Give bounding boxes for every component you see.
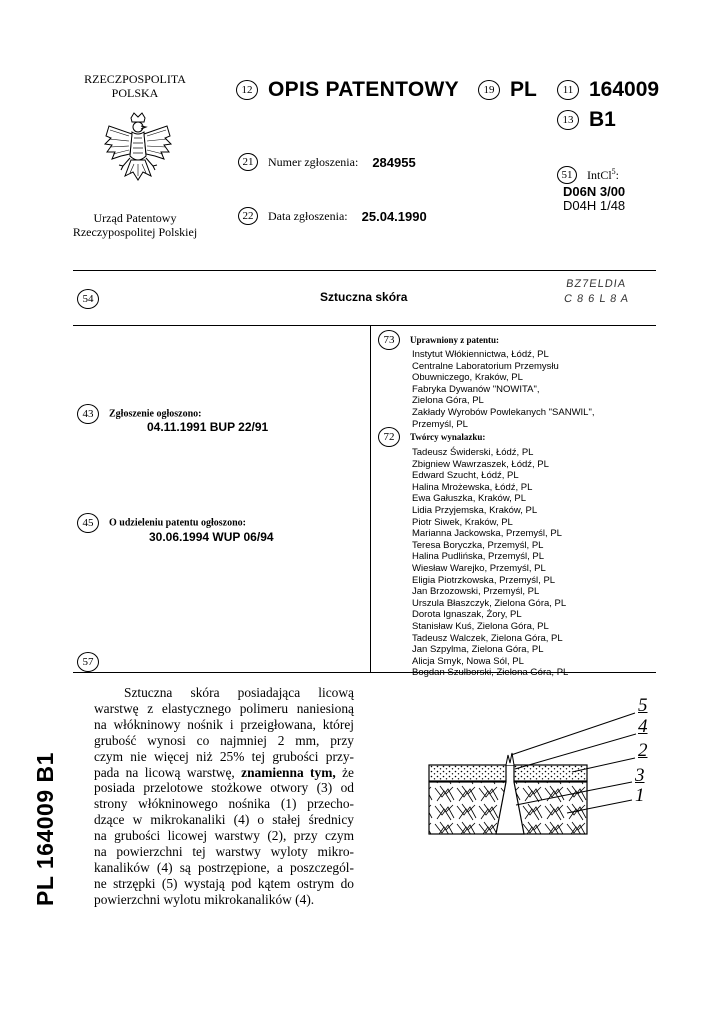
abstract-code <box>77 652 105 672</box>
abstract-line: Sztuczna skóra posiadająca licową <box>124 685 354 700</box>
abstract-line: na włókninowy nośnik i przeigłowana, której <box>94 716 354 732</box>
holders-label: Uprawniony z patentu: <box>410 335 500 345</box>
stamp-line-2: C 8 6 L 8 A <box>563 293 630 305</box>
characterizing-phrase: znamienna tym, <box>241 764 336 780</box>
country-code-row <box>478 78 537 102</box>
inid-code-13: 13 <box>557 110 579 130</box>
holders-heading <box>378 330 499 350</box>
abstract-line: warstwę z elastycznego polimeru naniesioną <box>94 700 354 716</box>
patent-office-name <box>55 211 215 239</box>
inventor-line: Alicja Smyk, Nowa Sól, PL <box>412 655 524 667</box>
holders-list <box>412 349 594 430</box>
inventors-list <box>412 447 568 679</box>
stamp-line-1: BZ7ELDIA <box>565 278 627 290</box>
inid-code-54: 54 <box>77 289 99 309</box>
intcl-classes <box>563 185 625 213</box>
country-line-1: RZECZPOSPOLITA <box>84 72 186 86</box>
abstract-line: ne strzępki (5) wystają pod kątem ostrym do <box>94 875 354 891</box>
inid-code-57: 57 <box>77 652 99 672</box>
intcl-edition: 5 <box>611 167 616 177</box>
inventor-line: Tadeusz Walczek, Zielona Góra, PL <box>412 632 563 644</box>
figure-label-2: 2 <box>638 740 648 761</box>
inventor-line: Teresa Boryczka, Przemyśl, PL <box>412 539 544 551</box>
side-patent-label: PL 164009 B1 <box>32 752 58 906</box>
abstract-line: powierzchni wylotu mikrokanalików (4). <box>94 891 315 907</box>
figure-label-1: 1 <box>635 785 645 806</box>
application-date-row <box>238 207 427 225</box>
country-name <box>60 72 210 100</box>
inventor-line: Bogdan Szulborski, Zielona Góra, PL <box>412 667 569 679</box>
publication-value: 04.11.1991 BUP 22/91 <box>147 420 269 434</box>
inventor-line: Edward Szucht, Łódź, PL <box>412 470 519 482</box>
grant-value: 30.06.1994 WUP 06/94 <box>149 530 274 544</box>
holder-line: Obuwniczego, Kraków, PL <box>412 372 523 384</box>
inventor-line: Marianna Jackowska, Przemyśl, PL <box>412 528 562 540</box>
holder-line: Fabryka Dywanów "NOWITA", <box>412 383 540 395</box>
abstract-line-claim <box>94 765 354 781</box>
intcl-secondary-class: D04H 1/48 <box>563 198 626 213</box>
inventor-line: Halina Pudlińska, Przemyśl, PL <box>412 551 544 563</box>
abstract-line: pada na licową warstwę, znamienna tym, że <box>94 764 354 780</box>
intcl-label: IntCl <box>587 168 612 183</box>
inventor-line: Lidia Przyjemska, Kraków, PL <box>412 504 538 516</box>
abstract-line: kanalików (4) są postrzępione, a poszczegól- <box>94 859 354 875</box>
document-type: OPIS PATENTOWY <box>268 78 459 101</box>
inid-code-11: 11 <box>557 80 579 100</box>
inventor-line: Dorota Ignaszak, Żory, PL <box>412 609 522 621</box>
inid-code-43: 43 <box>77 404 99 424</box>
inid-code-73: 73 <box>378 330 400 350</box>
inid-code-45: 45 <box>77 513 99 533</box>
inventor-line: Piotr Siwek, Kraków, PL <box>412 516 513 528</box>
abstract-line: grubość wynosi co najmniej 2 mm, przy <box>94 732 354 748</box>
holder-line: Instytut Włókiennictwa, Łódź, PL <box>412 349 549 360</box>
doc-type-row <box>236 78 459 102</box>
eagle-emblem-icon <box>103 112 173 190</box>
inventors-heading <box>378 427 485 447</box>
patent-number-row <box>557 78 659 102</box>
inid-code-21: 21 <box>238 153 258 171</box>
library-stamp <box>563 277 632 307</box>
inventor-line: Stanisław Kuś, Zielona Góra, PL <box>412 620 549 632</box>
holder-line: Przemyśl, PL <box>412 418 468 430</box>
abstract-text <box>94 685 354 908</box>
column-divider <box>370 325 371 672</box>
abstract-line: na powierzchni tej warstwy wyloty mikro- <box>94 844 354 860</box>
inventor-line: Eligia Piotrzkowska, Przemyśl, PL <box>412 574 556 586</box>
holder-line: Zakłady Wyrobów Powlekanych "SANWIL", <box>412 406 595 418</box>
inid-code-12: 12 <box>236 80 258 100</box>
office-line-2: Rzeczypospolitej Polskiej <box>72 225 198 239</box>
kind-code: B1 <box>589 108 616 131</box>
bottom-rule <box>73 672 656 673</box>
title-code <box>77 289 105 309</box>
inid-code-19: 19 <box>478 80 500 100</box>
inventor-line: Ewa Gałuszka, Kraków, PL <box>412 493 527 505</box>
application-number-row <box>238 153 416 171</box>
holder-line: Centralne Laboratorium Przemysłu <box>412 360 559 372</box>
intcl-main-class: D06N 3/00 <box>563 184 626 199</box>
cross-section-figure <box>412 695 674 855</box>
application-number: 284955 <box>372 154 416 170</box>
figure-label-4: 4 <box>638 716 648 737</box>
patent-number: 164009 <box>589 78 660 101</box>
abstract-line: strony włókninowego nośnika (1) przecho- <box>94 796 354 812</box>
country-code: PL <box>510 78 537 101</box>
inventor-line: Tadeusz Świderski, Łódź, PL <box>412 447 534 458</box>
kind-code-row <box>557 108 616 132</box>
title-rule <box>73 325 656 326</box>
country-line-2: POLSKA <box>111 86 159 100</box>
application-date-label: Data zgłoszenia: <box>268 208 348 223</box>
inventor-line: Zbigniew Wawrzaszek, Łódź, PL <box>412 458 549 470</box>
office-line-1: Urząd Patentowy <box>93 211 177 225</box>
top-rule <box>73 270 656 271</box>
figure-label-5: 5 <box>638 695 648 716</box>
grant-label: O udzieleniu patentu ogłoszono: <box>109 517 246 529</box>
intcl-row: 51 IntCl$^5$: <box>557 166 619 184</box>
inventor-line: Jan Szpylma, Zielona Góra, PL <box>412 644 544 656</box>
inventor-line: Jan Brzozowski, Przemyśl, PL <box>412 586 540 598</box>
inventor-line: Urszula Błaszczyk, Zielona Góra, PL <box>412 597 567 609</box>
inid-code-51: 51 <box>557 166 577 184</box>
abstract-line: posiada przelotowe stożkowe otwory (3) od <box>94 780 354 796</box>
publication-label: Zgłoszenie ogłoszono: <box>109 408 202 420</box>
application-date: 25.04.1990 <box>361 208 427 224</box>
inventor-line: Halina Mrożewska, Łódź, PL <box>412 481 533 493</box>
abstract-line: dzące w mikrokanaliki (4) o stałej średnicy <box>94 812 354 828</box>
inventor-line: Wiesław Warejko, Przemyśl, PL <box>412 562 546 574</box>
invention-title: Sztuczna skóra <box>320 290 408 304</box>
abstract-line: na grubości licowej warstwy (2), przy czym <box>94 828 354 844</box>
abstract-line: czym nie więcej niż 25% tej grubości przy- <box>94 748 354 764</box>
application-number-label: Numer zgłoszenia: <box>268 154 359 169</box>
holder-line: Zielona Góra, PL <box>412 395 484 407</box>
inid-code-22: 22 <box>238 207 258 225</box>
inventors-label: Twórcy wynalazku: <box>410 432 486 442</box>
inid-code-72: 72 <box>378 427 400 447</box>
figure-label-3: 3 <box>635 765 645 786</box>
